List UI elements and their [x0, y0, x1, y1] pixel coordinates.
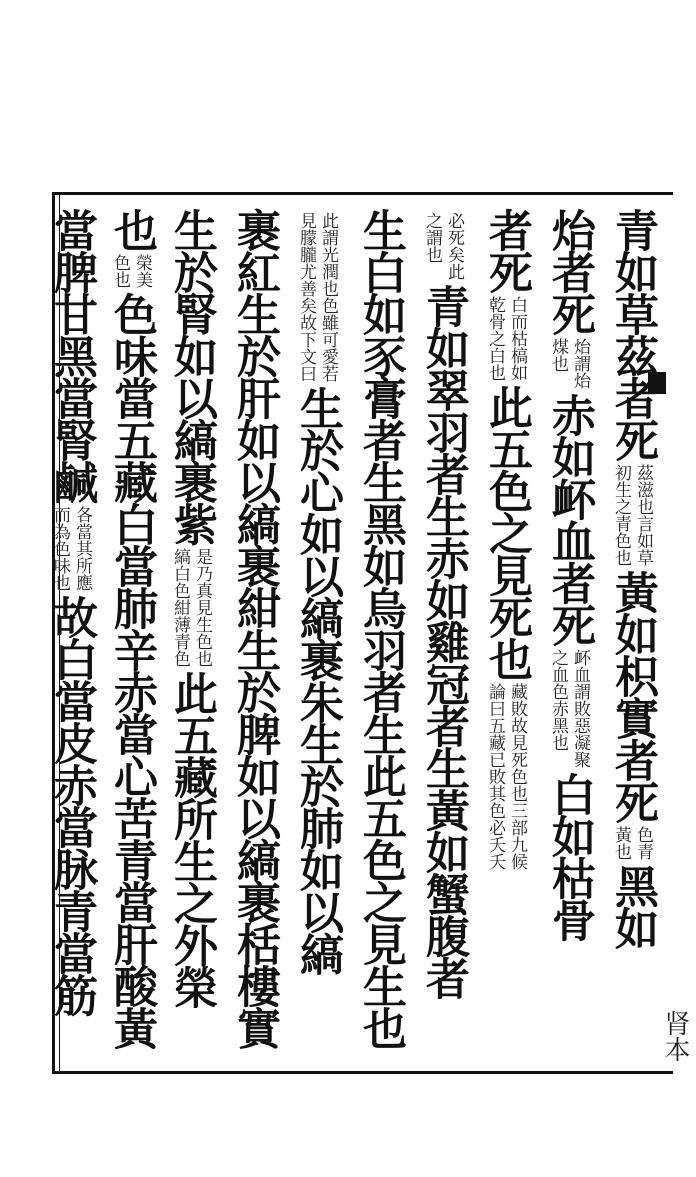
main-text: 生於心如以縞裹朱生於肺如以縞	[292, 386, 343, 974]
commentary-line: 縞白色紺薄青色	[170, 548, 190, 667]
main-text: 白如枯骨	[544, 772, 595, 940]
main-text: 生白如豕膏者生黑如烏羽者生此五色之見生也	[355, 208, 406, 1048]
commentary-line: 煤也	[548, 338, 568, 372]
commentary-line: 炲謂炲	[570, 338, 590, 389]
commentary-note	[485, 683, 527, 870]
page-edge-text: 肾本	[660, 1010, 690, 1062]
commentary-line: 初生之青色也	[611, 464, 631, 566]
commentary-line: 此謂光潤也色雖可愛若	[318, 212, 338, 382]
commentary-line: 色也	[110, 254, 130, 288]
commentary-note	[110, 254, 152, 288]
main-text: 黑如	[607, 864, 658, 948]
commentary-line: 衃血謂敗惡凝聚	[570, 649, 590, 768]
commentary-line: 之血色赤黑也	[548, 649, 568, 751]
main-text: 炲者死	[544, 208, 595, 334]
commentary-line: 之謂也	[422, 212, 442, 263]
text-column	[157, 208, 225, 1060]
main-text: 赤如衃血者死	[544, 393, 595, 645]
main-text: 此五藏所生之外榮	[166, 671, 217, 1007]
commentary-line: 各當其所應	[72, 506, 92, 591]
commentary-line: 乾骨之白也	[485, 296, 505, 381]
commentary-line: 茲滋也言如草	[633, 464, 653, 566]
commentary-note	[50, 506, 92, 591]
text-column	[346, 208, 414, 1060]
main-text: 此五色之見死也	[481, 385, 532, 679]
commentary-note	[170, 548, 212, 667]
text-column	[472, 208, 540, 1060]
commentary-line: 見朦朧尤善矣故下文曰	[296, 212, 316, 382]
main-text: 色味當五藏白當肺辛赤當心苦青當肝酸黃	[106, 292, 157, 1048]
text-column	[409, 208, 477, 1060]
text-column	[37, 208, 105, 1060]
commentary-line: 論曰五藏已敗其色必夭夭	[485, 683, 505, 870]
commentary-line: 必死矣此	[444, 212, 464, 280]
text-column	[535, 208, 603, 1060]
main-text: 青如草茲者死	[607, 208, 658, 460]
commentary-note	[548, 649, 590, 768]
text-column	[220, 208, 288, 1060]
main-text: 者死	[481, 208, 532, 292]
commentary-line: 色青	[633, 826, 653, 860]
commentary-line: 白而枯槁如	[507, 296, 527, 381]
commentary-line: 而為色味也	[50, 506, 70, 591]
commentary-note	[611, 464, 653, 566]
text-column	[598, 208, 666, 1060]
main-text: 青如翠羽者生赤如雞冠者生黃如蟹腹者	[418, 284, 469, 998]
commentary-note	[548, 338, 590, 389]
commentary-note	[422, 212, 464, 280]
main-text: 也	[106, 208, 157, 250]
main-text: 黃如枳實者死	[607, 570, 658, 822]
commentary-line: 榮美	[132, 254, 152, 288]
main-text: 裹紅生於肝如以縞裹紺生於脾如以縞裹栝樓實	[229, 208, 280, 1048]
commentary-line: 黃也	[611, 826, 631, 860]
commentary-line: 藏敗故見死色也三部九候	[507, 683, 527, 870]
main-text: 生於腎如以縞裹紫	[166, 208, 217, 544]
text-column	[97, 208, 165, 1060]
text-column	[283, 208, 351, 1060]
commentary-note	[611, 826, 653, 860]
main-text: 故白當皮赤當脉青當筋	[46, 595, 97, 1015]
main-text: 當脾甘黑當腎鹹	[46, 208, 97, 502]
commentary-note	[296, 212, 338, 382]
commentary-line: 是乃真見生色也	[192, 548, 212, 667]
commentary-note	[485, 296, 527, 381]
